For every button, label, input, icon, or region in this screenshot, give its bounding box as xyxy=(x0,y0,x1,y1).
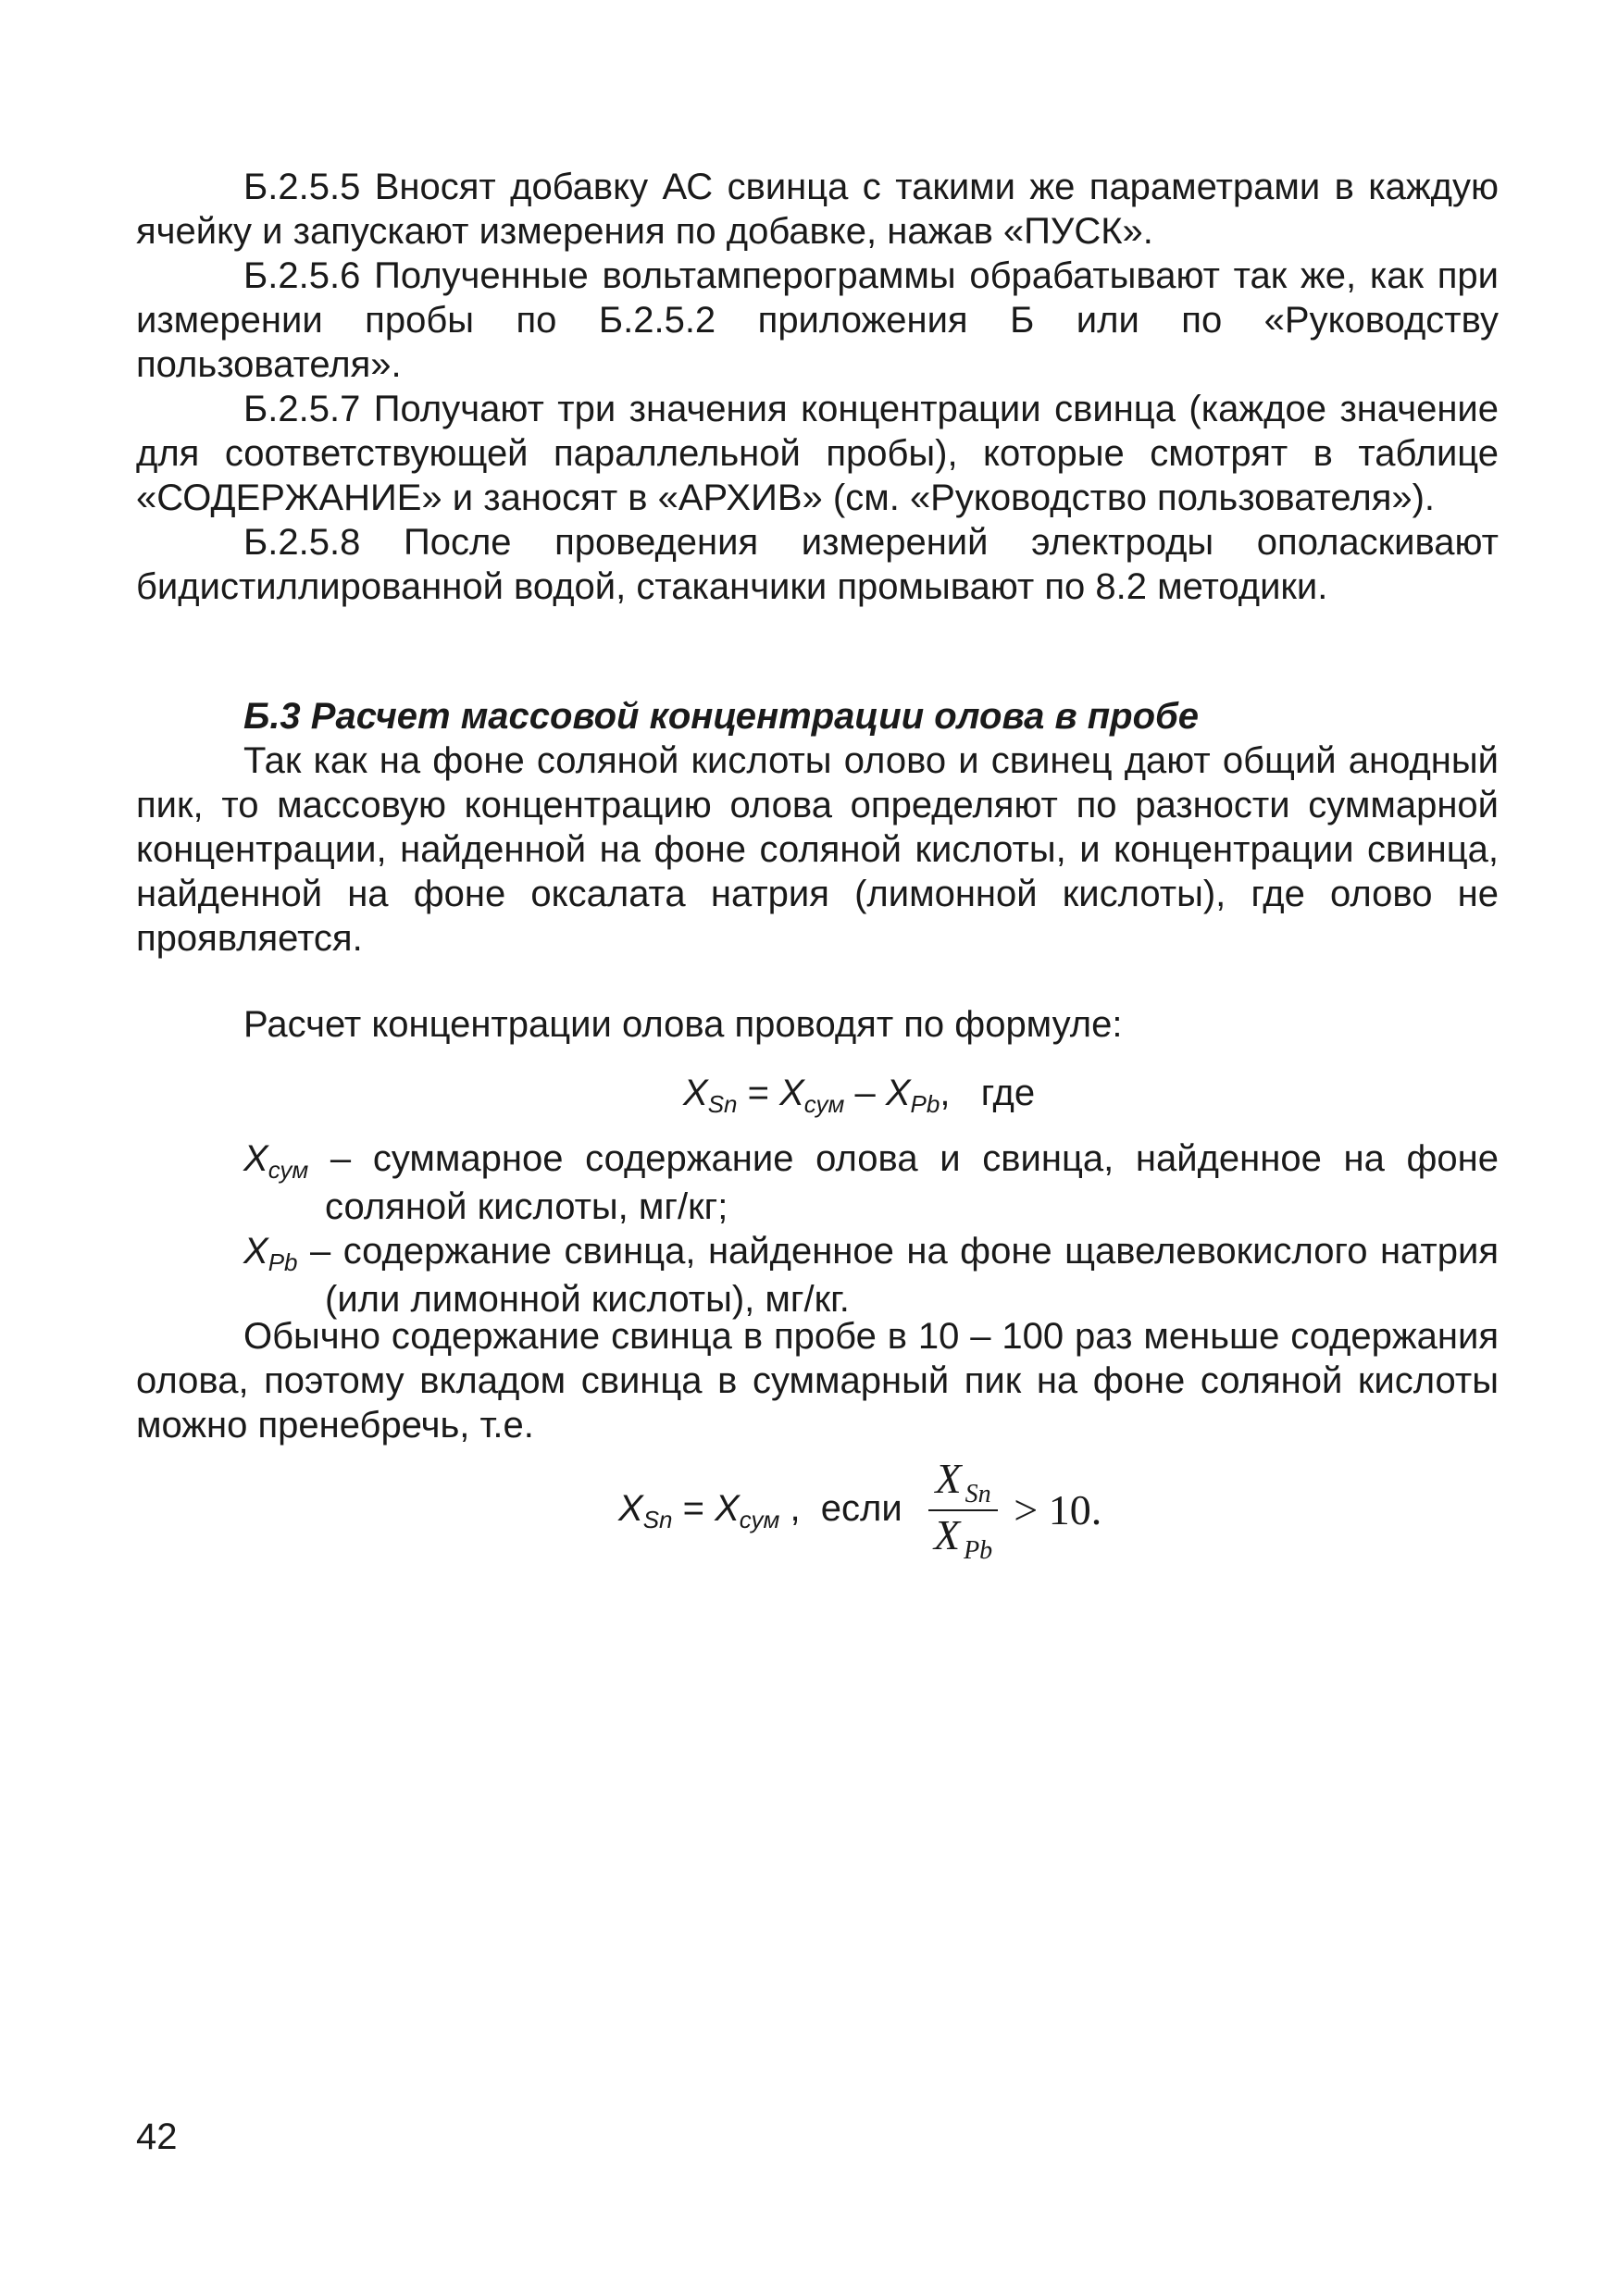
section-intro: Так как на фоне соляной кислоты олово и свинец дают общий анодный пик, то массовую концентрацию олова определяют по разности суммарной концентрации, найденной на фоне соляной кислоты, и концентрации свинца, найденной на фоне оксалата натрия (лимонной кислоты), где олово не проявляется. xyxy=(136,740,1499,959)
definitions-list xyxy=(243,1136,1499,1322)
section-intro-block xyxy=(136,738,1499,961)
conclusion-paragraph: Обычно содержание свинца в пробе в 10 – 100 раз меньше содержания олова, поэтому вкладом свинца в суммарный пик на фоне соляной кислоты можно пренебречь, т.е. xyxy=(136,1316,1499,1446)
formula2-lhs-var: X xyxy=(618,1488,643,1529)
formula1-sub-sn: Sn xyxy=(707,1090,738,1118)
definition-x-sum xyxy=(243,1136,1499,1229)
formula-intro-block xyxy=(136,1002,1499,1047)
den-var: X xyxy=(933,1511,961,1558)
def-sum-var: X xyxy=(243,1138,268,1179)
page-number: 42 xyxy=(136,2116,178,2157)
formula1-equals: = xyxy=(737,1073,780,1113)
paragraphs-top xyxy=(136,165,1499,609)
def-sum-sub: сум xyxy=(268,1156,309,1184)
den-sub: Pb xyxy=(964,1536,993,1565)
formula1-sub-sum: сум xyxy=(803,1090,845,1118)
formula1-where: где xyxy=(980,1073,1036,1113)
section-heading: Б.3 Расчет массовой концентрации олова в пробе xyxy=(243,696,1200,737)
formula2-rhs-var: X xyxy=(715,1488,740,1529)
formula1-minus: – xyxy=(844,1073,886,1113)
formula-sn-difference: $X_{Sn} = X_{сум} - X_{Pb}$, где xyxy=(683,1073,1036,1118)
num-var: X xyxy=(935,1455,962,1502)
def-sum-text: – суммарное содержание олова и свинца, найденное на фоне соляной кислоты, мг/кг; xyxy=(308,1138,1499,1227)
formula2-comparison: > 10 xyxy=(1014,1486,1091,1533)
paragraph-b255: Б.2.5.5 Вносят добавку АС свинца с такими же параметрами в каждую ячейку и запускают измерения по добавке, нажав «ПУСК». xyxy=(136,167,1499,252)
formula2-rhs-sub: сум xyxy=(739,1506,780,1533)
formula1-sub-pb: Pb xyxy=(910,1090,940,1118)
def-pb-sub: Pb xyxy=(268,1248,298,1276)
paragraph-b257: Б.2.5.7 Получают три значения концентрации свинца (каждое значение для соответствующей параллельной пробы), которые смотрят в таблице «СОДЕРЖАНИЕ» и заносят в «АРХИВ» (см. «Руководство пользователя»). xyxy=(136,389,1499,518)
paragraph-b258: Б.2.5.8 После проведения измерений электроды ополаскивают бидистиллированной водой, стаканчики промывают по 8.2 методики. xyxy=(136,522,1499,607)
formula2-if: , если xyxy=(779,1488,913,1529)
def-pb-text: – содержание свинца, найденное на фоне щавелевокислого натрия (или лимонной кислоты), мг/кг. xyxy=(297,1231,1499,1320)
formula1-var-x-sum: X xyxy=(779,1073,804,1113)
fraction-denominator xyxy=(928,1511,998,1566)
formula2-end: . xyxy=(1090,1486,1102,1533)
def-pb-var: X xyxy=(243,1231,268,1272)
num-sub: Sn xyxy=(965,1480,991,1508)
paragraph-b256: Б.2.5.6 Полученные вольтамперограммы обрабатывают так же, как при измерении пробы по Б.2.5.2 приложения Б или по «Руководству пользователя». xyxy=(136,255,1499,385)
formula-sn-approx xyxy=(618,1455,1101,1566)
formula1-var-x-pb: X xyxy=(885,1073,911,1113)
formula2-fraction xyxy=(928,1455,998,1566)
formula1-var-x-sn: X xyxy=(683,1073,708,1113)
definition-x-pb xyxy=(243,1229,1499,1322)
formula2-lhs-sub: Sn xyxy=(642,1506,673,1533)
fraction-numerator xyxy=(928,1455,998,1511)
formula-intro: Расчет концентрации олова проводят по формуле: xyxy=(243,1004,1123,1045)
formula2-equals: = xyxy=(672,1488,716,1529)
conclusion-block xyxy=(136,1314,1499,1447)
